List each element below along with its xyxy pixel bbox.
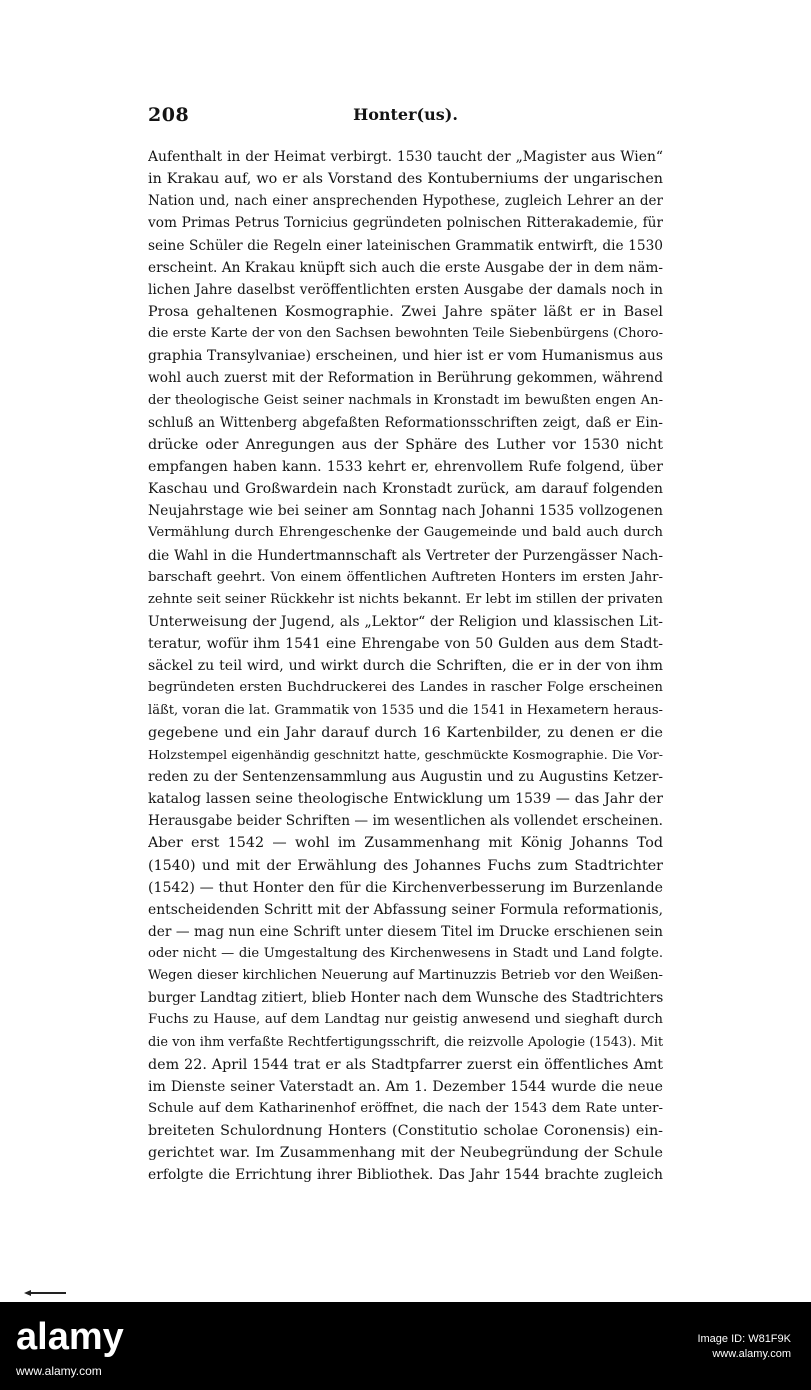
text-line: erfolgte die Errichtung ihrer Bibliothek. Das Jahr 1544 brachte zugleich	[148, 1167, 663, 1184]
text-line: die erste Karte der von den Sachsen bewohnten Teile Siebenbürgens (Choro-	[148, 326, 663, 342]
text-line: reden zu der Sentenzensammlung aus Augustin und zu Augustins Ketzer-	[148, 768, 663, 785]
text-line: gegebene und ein Jahr darauf durch 16 Kartenbilder, zu denen er die	[148, 724, 663, 741]
text-line: oder nicht — die Umgestaltung des Kirchenwesens in Stadt und Land folgte.	[148, 946, 663, 962]
text-line: im Dienste seiner Vaterstadt an. Am 1. Dezember 1544 wurde die neue	[148, 1078, 663, 1095]
text-line: barschaft geehrt. Von einem öffentlichen Auftreten Honters im ersten Jahr-	[148, 569, 663, 585]
text-line: Aber erst 1542 — wohl im Zusammenhang mit König Johanns Tod	[148, 835, 663, 852]
watermark-bar	[0, 1302, 811, 1390]
text-line: säckel zu teil wird, und wirkt durch die Schriften, die er in der von ihm	[148, 658, 663, 675]
text-line: gerichtet war. Im Zusammenhang mit der Neubegründung der Schule	[148, 1145, 663, 1162]
running-title: Honter(us).	[353, 105, 458, 124]
text-line: vom Primas Petrus Tornicius gegründeten polnischen Ritterakademie, für	[148, 215, 663, 232]
text-line: erscheint. An Krakau knüpft sich auch die erste Ausgabe der in dem näm-	[148, 259, 663, 276]
text-line: dem 22. April 1544 trat er als Stadtpfarrer zuerst ein öffentliches Amt	[148, 1056, 663, 1073]
text-line: die Wahl in die Hundertmannschaft als Vertreter der Purzengässer Nach-	[148, 547, 663, 564]
text-line: seine Schüler die Regeln einer lateinischen Grammatik entwirft, die 1530	[148, 237, 663, 254]
text-line: schluß an Wittenberg abgefaßten Reformationsschriften zeigt, daß er Ein-	[148, 414, 663, 431]
text-line: (1542) — thut Honter den für die Kirchenverbesserung im Burzenlande	[148, 879, 663, 896]
watermark-logo: alamy	[16, 1316, 124, 1358]
text-line: der — mag nun eine Schrift unter diesem Titel im Drucke erschienen sein	[148, 923, 663, 940]
page-number: 208	[148, 104, 190, 126]
text-line: Kaschau und Großwardein nach Kronstadt zurück, am darauf folgenden	[148, 481, 663, 498]
text-line: Nation und, nach einer ansprechenden Hypothese, zugleich Lehrer an der	[148, 193, 663, 210]
text-line: lichen Jahre daselbst veröffentlichten ersten Ausgabe der damals noch in	[148, 281, 663, 298]
watermark-id	[697, 1332, 791, 1362]
text-line: Wegen dieser kirchlichen Neuerung auf Martinuzzis Betrieb vor den Weißen-	[148, 968, 663, 984]
text-line: drücke oder Anregungen aus der Sphäre des Luther vor 1530 nicht	[148, 436, 663, 453]
text-line: burger Landtag zitiert, blieb Honter nach dem Wunsche des Stadtrichters	[148, 990, 663, 1007]
text-line: Holzstempel eigenhändig geschnitzt hatte, geschmückte Kosmographie. Die Vor-	[148, 746, 663, 762]
text-line: Fuchs zu Hause, auf dem Landtag nur geistig anwesend und sieghaft durch	[148, 1012, 663, 1028]
watermark-url: www.alamy.com	[16, 1364, 102, 1378]
text-line: graphia Transylvaniae) erscheinen, und hier ist er vom Humanismus aus	[148, 348, 663, 365]
text-line: läßt, voran die lat. Grammatik von 1535 und die 1541 in Hexametern heraus-	[148, 702, 663, 718]
text-line: breiteten Schulordnung Honters (Constitutio scholae Coronensis) ein-	[148, 1123, 663, 1140]
text-line: Schule auf dem Katharinenhof eröffnet, die nach der 1543 dem Rate unter-	[148, 1101, 663, 1117]
text-line: Unterweisung der Jugend, als „Lektor“ der Religion und klassischen Lit-	[148, 613, 663, 630]
text-line: die von ihm verfaßte Rechtfertigungsschrift, die reizvolle Apologie (1543). Mit	[148, 1034, 663, 1050]
text-line: in Krakau auf, wo er als Vorstand des Kontuberniums der ungarischen	[148, 171, 663, 188]
text-line: Vermählung durch Ehrengeschenke der Gaugemeinde und bald auch durch	[148, 525, 663, 541]
running-head	[148, 104, 663, 130]
text-line: zehnte seit seiner Rückkehr ist nichts bekannt. Er lebt im stillen der privaten	[148, 591, 663, 607]
text-line: Aufenthalt in der Heimat verbirgt. 1530 taucht der „Magister aus Wien“	[148, 149, 663, 165]
text-line: der theologische Geist seiner nachmals in Kronstadt im bewußten engen An-	[148, 392, 663, 408]
text-line: Prosa gehaltenen Kosmographie. Zwei Jahre später läßt er in Basel	[148, 303, 663, 320]
text-line: teratur, wofür ihm 1541 eine Ehrengabe von 50 Gulden aus dem Stadt-	[148, 636, 663, 653]
text-line: entscheidenden Schritt mit der Abfassung seiner Formula reformationis,	[148, 901, 663, 918]
text-line: begründeten ersten Buchdruckerei des Landes in rascher Folge erscheinen	[148, 680, 663, 696]
body-text	[148, 146, 663, 1187]
watermark-url-full: www.alamy.com	[712, 1348, 791, 1360]
text-line: katalog lassen seine theologische Entwicklung um 1539 — das Jahr der	[148, 791, 663, 808]
text-line: Herausgabe beider Schriften — im wesentlichen als vollendet erscheinen.	[148, 813, 663, 830]
margin-arrow-icon	[30, 1292, 66, 1294]
watermark-image-id: Image ID: W81F9K	[697, 1333, 791, 1345]
text-line: wohl auch zuerst mit der Reformation in Berührung gekommen, während	[148, 370, 663, 387]
text-line: (1540) und mit der Erwählung des Johannes Fuchs zum Stadtrichter	[148, 857, 663, 874]
text-line: empfangen haben kann. 1533 kehrt er, ehrenvollem Rufe folgend, über	[148, 458, 663, 475]
text-line: Neujahrstage wie bei seiner am Sonntag nach Johanni 1535 vollzogenen	[148, 503, 663, 520]
